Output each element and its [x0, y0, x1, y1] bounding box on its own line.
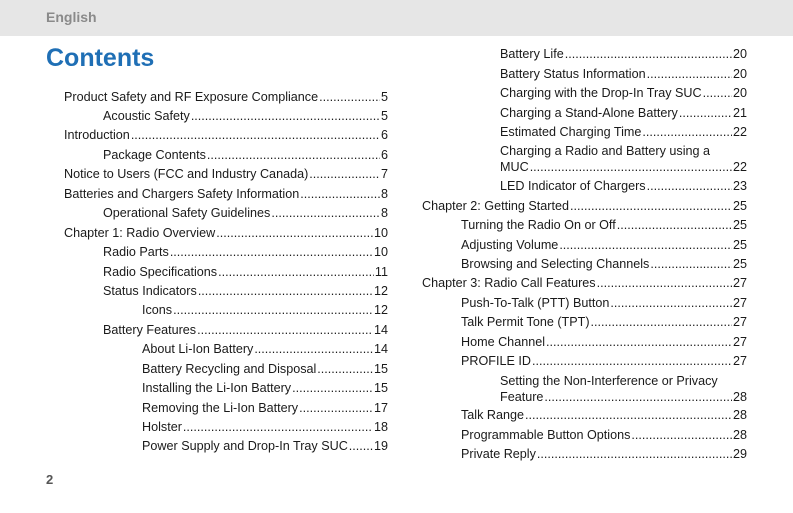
toc-entry[interactable] — [103, 147, 388, 163]
toc-entry[interactable] — [64, 225, 388, 241]
dot-leader — [131, 127, 380, 143]
dot-leader — [207, 147, 380, 163]
toc-entry[interactable] — [103, 205, 388, 221]
toc-entry[interactable] — [500, 124, 747, 140]
toc-entry[interactable] — [461, 334, 747, 350]
dot-leader — [319, 89, 380, 105]
dot-leader — [546, 334, 732, 350]
toc-entry-line2 — [500, 389, 747, 405]
toc-entry[interactable] — [103, 283, 388, 299]
toc-entry-page: 27 — [732, 335, 747, 349]
toc-entry[interactable] — [461, 237, 747, 253]
toc-entry-label: Battery Features — [103, 323, 197, 337]
toc-entry-label: LED Indicator of Chargers — [500, 179, 646, 193]
dot-leader — [591, 314, 732, 330]
toc-entry-label: MUC — [500, 160, 529, 174]
toc-entry[interactable] — [500, 105, 747, 121]
dot-leader — [349, 438, 373, 454]
toc-entry[interactable] — [461, 314, 747, 330]
toc-entry-label: Push-To-Talk (PTT) Button — [461, 296, 610, 310]
toc-entry-page: 6 — [380, 128, 388, 142]
toc-entry-label: Talk Permit Tone (TPT) — [461, 315, 590, 329]
toc-entry-page: 6 — [380, 148, 388, 162]
header-bar — [0, 0, 793, 36]
toc-entry-label: Home Channel — [461, 335, 546, 349]
toc-entry[interactable] — [461, 353, 747, 369]
toc-entry[interactable] — [461, 446, 747, 462]
toc-entry-label: Programmable Button Options — [461, 428, 631, 442]
toc-entry-label: Feature — [500, 390, 544, 404]
toc-entry[interactable] — [103, 108, 388, 124]
dot-leader — [309, 166, 380, 182]
toc-entry-page: 20 — [732, 86, 747, 100]
toc-entry[interactable] — [142, 419, 388, 435]
toc-entry-label: Holster — [142, 420, 182, 434]
toc-entry[interactable] — [461, 256, 747, 272]
toc-entry[interactable] — [461, 217, 747, 233]
dot-leader — [216, 225, 373, 241]
toc-entry[interactable] — [103, 244, 388, 260]
toc-entry[interactable] — [500, 85, 747, 101]
dot-leader — [530, 159, 732, 175]
toc-entry[interactable] — [64, 89, 388, 105]
toc-entry-page: 15 — [373, 362, 388, 376]
dot-leader — [198, 283, 373, 299]
toc-entry-page: 23 — [732, 179, 747, 193]
toc-entry[interactable] — [103, 264, 388, 280]
dot-leader — [647, 66, 732, 82]
dot-leader — [703, 85, 732, 101]
dot-leader — [570, 198, 732, 214]
toc-entry-page: 28 — [732, 428, 747, 442]
dot-leader — [650, 256, 732, 272]
toc-entry-label: Product Safety and RF Exposure Compliance — [64, 90, 319, 104]
toc-entry-page: 5 — [380, 109, 388, 123]
toc-entry-label: Battery Recycling and Disposal — [142, 362, 317, 376]
toc-entry-label: Charging a Stand-Alone Battery — [500, 106, 678, 120]
toc-entry-page: 11 — [374, 265, 388, 279]
toc-entry[interactable] — [422, 198, 747, 214]
toc-entry-label: Chapter 2: Getting Started — [422, 199, 570, 213]
toc-entry-label: Private Reply — [461, 447, 536, 461]
dot-leader — [617, 217, 732, 233]
toc-entry-label: Battery Life — [500, 47, 564, 61]
toc-entry-page: 25 — [732, 257, 747, 271]
toc-entry-label: Turning the Radio On or Off — [461, 218, 616, 232]
toc-entry[interactable] — [142, 361, 388, 377]
toc-entry-page: 25 — [732, 238, 747, 252]
toc-entry-page: 27 — [732, 315, 747, 329]
toc-entry-page: 15 — [373, 381, 388, 395]
toc-entry[interactable] — [103, 322, 388, 338]
toc-entry[interactable] — [142, 302, 388, 318]
toc-entry-page: 5 — [380, 90, 388, 104]
toc-entry-page: 27 — [732, 296, 747, 310]
toc-entry-label: Status Indicators — [103, 284, 197, 298]
toc-entry-label: Package Contents — [103, 148, 206, 162]
dot-leader — [197, 322, 373, 338]
toc-entry-page: 20 — [732, 47, 747, 61]
toc-entry-label: Notice to Users (FCC and Industry Canada) — [64, 167, 309, 181]
toc-entry[interactable] — [64, 186, 388, 202]
toc-entry[interactable] — [461, 427, 747, 443]
language-label: English — [46, 9, 97, 25]
toc-entry-label: Operational Safety Guidelines — [103, 206, 271, 220]
toc-entry-page: 21 — [732, 106, 747, 120]
toc-entry-page: 7 — [380, 167, 388, 181]
toc-entry[interactable] — [142, 341, 388, 357]
toc-entry-page: 17 — [373, 401, 388, 415]
toc-entry-label: Chapter 1: Radio Overview — [64, 226, 216, 240]
toc-entry-page: 10 — [373, 226, 388, 240]
toc-entry-page: 8 — [380, 206, 388, 220]
toc-entry-label: Browsing and Selecting Channels — [461, 257, 650, 271]
dot-leader — [300, 186, 380, 202]
toc-entry-label-line1: Setting the Non-Interference or Privacy — [500, 374, 718, 388]
dot-leader — [642, 124, 732, 140]
toc-entry[interactable] — [142, 438, 388, 454]
toc-entry[interactable] — [142, 380, 388, 396]
toc-entry-page: 22 — [732, 125, 747, 139]
dot-leader — [292, 380, 373, 396]
toc-entry-page: 27 — [732, 354, 747, 368]
dot-leader — [191, 108, 380, 124]
toc-entry-page: 18 — [373, 420, 388, 434]
toc-entry-label: Radio Parts — [103, 245, 169, 259]
toc-entry-label: Adjusting Volume — [461, 238, 559, 252]
toc-entry-page: 29 — [732, 447, 747, 461]
toc-entry[interactable] — [461, 295, 747, 311]
dot-leader — [271, 205, 380, 221]
dot-leader — [544, 389, 732, 405]
toc-entry[interactable] — [500, 46, 747, 62]
dot-leader — [525, 407, 732, 423]
dot-leader — [183, 419, 373, 435]
toc-entry[interactable] — [500, 178, 747, 194]
toc-entry-line2 — [500, 159, 747, 175]
toc-entry-label: Chapter 3: Radio Call Features — [422, 276, 596, 290]
toc-entry-page: 12 — [373, 303, 388, 317]
toc-entry-label: Charging with the Drop-In Tray SUC — [500, 86, 702, 100]
toc-entry[interactable] — [422, 275, 747, 291]
page-title: Contents — [46, 44, 155, 72]
toc-entry-label: PROFILE ID — [461, 354, 531, 368]
toc-entry-page: 25 — [732, 199, 747, 213]
toc-entry-page: 14 — [373, 323, 388, 337]
dot-leader — [647, 178, 732, 194]
toc-entry-label: Introduction — [64, 128, 130, 142]
dot-leader — [537, 446, 732, 462]
dot-leader — [299, 400, 373, 416]
toc-entry-page: 28 — [732, 408, 747, 422]
toc-entry[interactable] — [461, 407, 747, 423]
toc-entry[interactable] — [500, 66, 747, 82]
toc-entry-label: Installing the Li-Ion Battery — [142, 381, 292, 395]
toc-entry-page: 12 — [373, 284, 388, 298]
toc-entry[interactable] — [500, 143, 747, 175]
toc-entry-label: Batteries and Chargers Safety Information — [64, 187, 300, 201]
dot-leader — [532, 353, 732, 369]
toc-entry-page: 8 — [380, 187, 388, 201]
toc-entry-page: 10 — [373, 245, 388, 259]
toc-entry-label: Radio Specifications — [103, 265, 218, 279]
toc-entry-label: Removing the Li-Ion Battery — [142, 401, 299, 415]
toc-entry-page: 20 — [732, 67, 747, 81]
toc-entry[interactable] — [500, 373, 747, 405]
toc-entry-page: 14 — [373, 342, 388, 356]
toc-entry-label: Talk Range — [461, 408, 525, 422]
dot-leader — [170, 244, 373, 260]
dot-leader — [679, 105, 732, 121]
toc-entry-page: 27 — [732, 276, 747, 290]
dot-leader — [218, 264, 374, 280]
toc-entry-label: Battery Status Information — [500, 67, 646, 81]
toc-entry-label: About Li-Ion Battery — [142, 342, 254, 356]
toc-entry-page: 19 — [373, 439, 388, 453]
toc-entry-label: Estimated Charging Time — [500, 125, 642, 139]
toc-entry[interactable] — [64, 127, 388, 143]
dot-leader — [559, 237, 732, 253]
dot-leader — [173, 302, 373, 318]
dot-leader — [565, 46, 732, 62]
toc-entry-label: Power Supply and Drop-In Tray SUC — [142, 439, 348, 453]
toc-entry-page: 22 — [732, 160, 747, 174]
dot-leader — [597, 275, 732, 291]
page-number: 2 — [46, 472, 54, 487]
toc-entry-label: Icons — [142, 303, 173, 317]
dot-leader — [317, 361, 373, 377]
dot-leader — [254, 341, 373, 357]
toc-entry[interactable] — [64, 166, 388, 182]
toc-entry-label-line1: Charging a Radio and Battery using a — [500, 144, 711, 158]
toc-entry[interactable] — [142, 400, 388, 416]
dot-leader — [610, 295, 732, 311]
dot-leader — [631, 427, 732, 443]
toc-entry-page: 25 — [732, 218, 747, 232]
toc-entry-label: Acoustic Safety — [103, 109, 190, 123]
toc-entry-page: 28 — [732, 390, 747, 404]
